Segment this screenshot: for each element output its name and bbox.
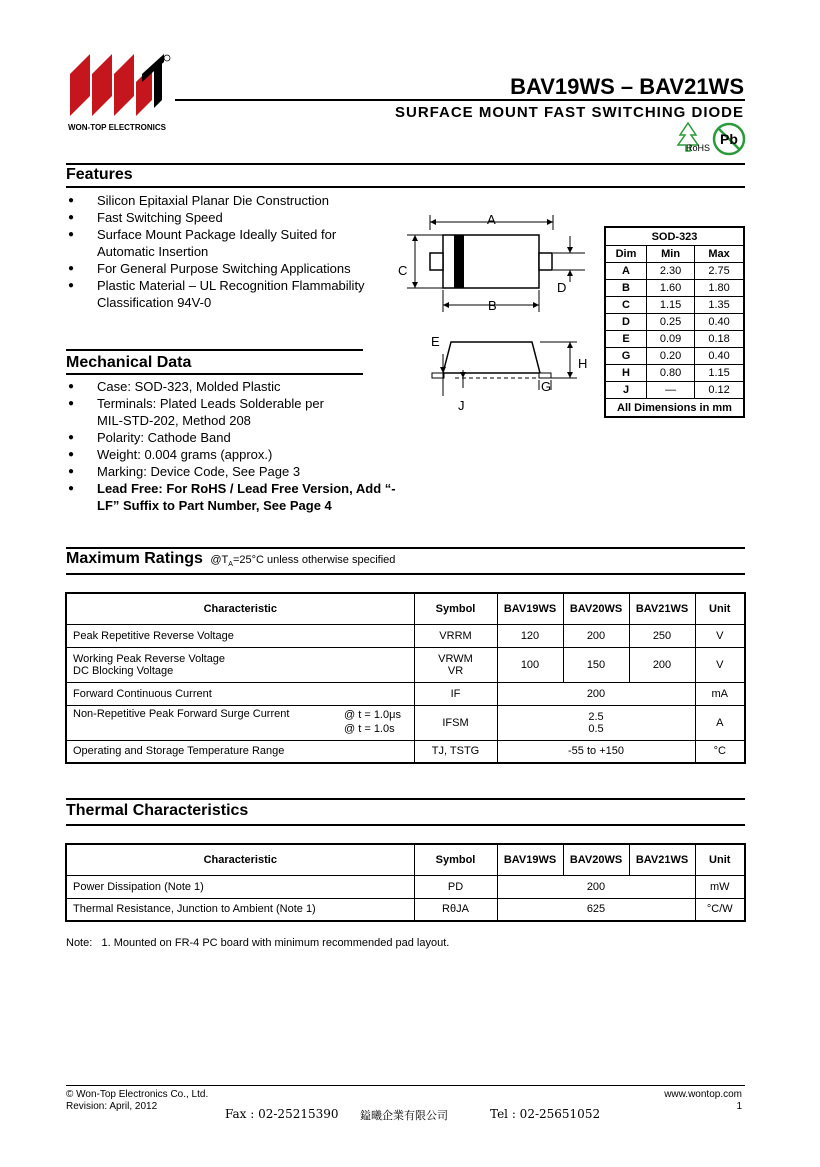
symbol-cell: PD: [414, 875, 497, 898]
symbol-cell: [414, 647, 497, 682]
table-row: [605, 382, 744, 399]
max-ratings-table: [65, 592, 746, 764]
thermal-table: [65, 843, 746, 922]
symbol-cell: TJ, TSTG: [414, 740, 497, 763]
dim-cell: E: [605, 331, 647, 348]
value-cell: 200: [629, 647, 695, 682]
value-line: 0.5: [588, 722, 604, 735]
package-outline-drawing: [395, 208, 595, 413]
value-cell: 200: [497, 682, 695, 705]
col-characteristic: Characteristic: [66, 593, 414, 624]
min-cell: —: [647, 382, 695, 399]
company-logo: [68, 52, 172, 124]
min-cell: 2.30: [647, 263, 695, 280]
list-item: ● Silicon Epitaxial Planar Die Construction: [68, 192, 388, 209]
list-item: ● Plastic Material – UL Recognition Flammability Classification 94V-0: [68, 277, 388, 311]
ratings-top-rule: [66, 547, 745, 549]
characteristic-cell: [66, 705, 414, 740]
max-cell: 1.15: [695, 365, 744, 382]
characteristic-line: Working Peak Reverse Voltage: [73, 652, 226, 665]
value-cell: 250: [629, 624, 695, 647]
features-list: [68, 192, 388, 311]
col-unit: Unit: [695, 593, 745, 624]
ratings-bottom-rule: [66, 573, 745, 575]
mechanical-list: [68, 378, 398, 514]
symbol-cell: VRRM: [414, 624, 497, 647]
unit-cell: A: [695, 705, 745, 740]
part-title: BAV19WS – BAV21WS: [510, 74, 744, 99]
table-row: [66, 898, 745, 921]
dim-cell: A: [605, 263, 647, 280]
copyright: © Won-Top Electronics Co., Ltd.: [66, 1089, 209, 1100]
max-cell: 0.18: [695, 331, 744, 348]
revision: Revision: April, 2012: [66, 1101, 158, 1112]
features-bottom-rule: [66, 186, 745, 188]
features-top-rule: [66, 163, 745, 165]
min-cell: 0.20: [647, 348, 695, 365]
symbol-line: VR: [447, 664, 464, 677]
dim-label-b: B: [488, 298, 497, 313]
dim-label-e: E: [431, 334, 440, 349]
value-cell: [497, 705, 695, 740]
list-item: ● Terminals: Plated Leads Solderable per MIL-STD-202, Method 208: [68, 395, 398, 429]
value-cell: 100: [497, 647, 563, 682]
list-item-lead-free: ● Lead Free: For RoHS / Lead Free Version, Add “-LF” Suffix to Part Number, See Page 4: [68, 480, 398, 514]
characteristic-cell: Thermal Resistance, Junction to Ambient (Note 1): [66, 898, 414, 921]
max-cell: 0.40: [695, 348, 744, 365]
col-symbol: Symbol: [414, 844, 497, 875]
tel-number: Tel : 02-25651052: [490, 1107, 601, 1121]
characteristic-cell: Power Dissipation (Note 1): [66, 875, 414, 898]
col-unit: Unit: [695, 844, 745, 875]
unit-cell: mW: [695, 875, 745, 898]
website-link[interactable]: www.wontop.com: [664, 1089, 742, 1100]
characteristic-cell: Peak Repetitive Reverse Voltage: [66, 624, 414, 647]
min-cell: 1.60: [647, 280, 695, 297]
min-cell: 0.09: [647, 331, 695, 348]
dim-label-h: H: [578, 356, 588, 371]
col-bav20ws: BAV20WS: [563, 844, 629, 875]
thermal-top-rule: [66, 798, 745, 800]
unit-cell: mA: [695, 682, 745, 705]
thermal-bottom-rule: [66, 824, 745, 826]
mechanical-title: Mechanical Data: [66, 354, 192, 371]
sod323-dimension-table: [604, 226, 745, 418]
dim-label-j: J: [458, 398, 465, 413]
characteristic-cell: Forward Continuous Current: [66, 682, 414, 705]
list-item: ● For General Purpose Switching Applications: [68, 260, 388, 277]
dim-label-c: C: [398, 263, 408, 278]
dim-cell: H: [605, 365, 647, 382]
table-row: [605, 314, 744, 331]
symbol-cell: IFSM: [414, 705, 497, 740]
col-bav21ws: BAV21WS: [629, 593, 695, 624]
table-row: [66, 705, 745, 740]
fax-number: Fax : 02-25215390: [225, 1107, 339, 1121]
sod-header-max: Max: [695, 246, 744, 263]
unit-cell: V: [695, 624, 745, 647]
list-item: ● Marking: Device Code, See Page 3: [68, 463, 398, 480]
condition-prefix: @T: [210, 554, 229, 566]
header-rule: [175, 99, 745, 101]
condition-suffix: =25°C unless otherwise specified: [232, 554, 396, 566]
company-chinese-name: 鎰曦企業有限公司: [360, 1109, 448, 1122]
value-cell: 200: [563, 624, 629, 647]
table-row: [605, 365, 744, 382]
col-bav20ws: BAV20WS: [563, 593, 629, 624]
condition-line: @ t = 1.0s: [344, 722, 395, 735]
dim-cell: D: [605, 314, 647, 331]
list-item: ● Polarity: Cathode Band: [68, 429, 398, 446]
symbol-cell: RθJA: [414, 898, 497, 921]
table-row: [605, 263, 744, 280]
col-symbol: Symbol: [414, 593, 497, 624]
ratings-condition: [210, 554, 396, 569]
table-row: [605, 297, 744, 314]
condition-sub: A: [228, 561, 233, 569]
characteristic-text: Non-Repetitive Peak Forward Surge Current: [73, 707, 290, 720]
thermal-title: Thermal Characteristics: [66, 802, 249, 819]
symbol-line: VRWM: [438, 652, 473, 665]
symbol-cell: IF: [414, 682, 497, 705]
sod-table-title: SOD-323: [605, 227, 744, 246]
min-cell: 0.25: [647, 314, 695, 331]
value-cell: 120: [497, 624, 563, 647]
ratings-heading: [66, 550, 395, 568]
max-cell: 2.75: [695, 263, 744, 280]
condition-line: @ t = 1.0μs: [344, 708, 401, 721]
min-cell: 1.15: [647, 297, 695, 314]
dim-label-d: D: [557, 280, 567, 295]
dim-label-g: G: [541, 379, 552, 394]
mechanical-bottom-rule: [66, 373, 363, 375]
lead-free-icon: [712, 122, 746, 156]
table-row: [605, 280, 744, 297]
dim-cell: G: [605, 348, 647, 365]
max-cell: 1.35: [695, 297, 744, 314]
max-cell: 1.80: [695, 280, 744, 297]
part-subtitle: SURFACE MOUNT FAST SWITCHING DIODE: [395, 104, 744, 121]
table-row: [66, 647, 745, 682]
characteristic-cell: [66, 647, 414, 682]
value-cell: 150: [563, 647, 629, 682]
characteristic-line: DC Blocking Voltage: [73, 664, 174, 677]
col-characteristic: Characteristic: [66, 844, 414, 875]
max-cell: 0.12: [695, 382, 744, 399]
rohs-icon: [676, 121, 712, 157]
sod-header-dim: Dim: [605, 246, 647, 263]
col-bav21ws: BAV21WS: [629, 844, 695, 875]
unit-cell: V: [695, 647, 745, 682]
max-cell: 0.40: [695, 314, 744, 331]
value-line: 2.5: [588, 710, 604, 723]
rohs-label: RoHS: [686, 143, 711, 153]
table-row: [66, 740, 745, 763]
dim-cell: C: [605, 297, 647, 314]
table-row: [66, 624, 745, 647]
table-row: [66, 875, 745, 898]
col-bav19ws: BAV19WS: [497, 844, 563, 875]
features-title: Features: [66, 166, 133, 183]
pb-label: Pb: [720, 131, 738, 147]
company-name: WON-TOP ELECTRONICS: [68, 123, 166, 132]
table-row: [66, 682, 745, 705]
value-cell: -55 to +150: [497, 740, 695, 763]
table-row: [605, 331, 744, 348]
footnote: Note: 1. Mounted on FR-4 PC board with minimum recommended pad layout.: [66, 937, 450, 949]
unit-cell: °C: [695, 740, 745, 763]
dim-label-a: A: [487, 212, 496, 227]
page-number: 1: [736, 1101, 742, 1112]
list-item: ● Case: SOD-323, Molded Plastic: [68, 378, 398, 395]
mechanical-top-rule: [66, 349, 363, 351]
sod-header-min: Min: [647, 246, 695, 263]
value-cell: 625: [497, 898, 695, 921]
col-bav19ws: BAV19WS: [497, 593, 563, 624]
surge-conditions: [344, 708, 401, 736]
list-item: ● Fast Switching Speed: [68, 209, 388, 226]
dim-cell: J: [605, 382, 647, 399]
dim-cell: B: [605, 280, 647, 297]
unit-cell: °C/W: [695, 898, 745, 921]
list-item: ● Surface Mount Package Ideally Suited for Automatic Insertion: [68, 226, 388, 260]
min-cell: 0.80: [647, 365, 695, 382]
characteristic-cell: Operating and Storage Temperature Range: [66, 740, 414, 763]
table-row: [605, 348, 744, 365]
sod-table-footer: All Dimensions in mm: [605, 399, 744, 418]
value-cell: 200: [497, 875, 695, 898]
ratings-title: Maximum Ratings: [66, 550, 203, 567]
list-item: ● Weight: 0.004 grams (approx.): [68, 446, 398, 463]
footer-rule: [66, 1085, 745, 1086]
